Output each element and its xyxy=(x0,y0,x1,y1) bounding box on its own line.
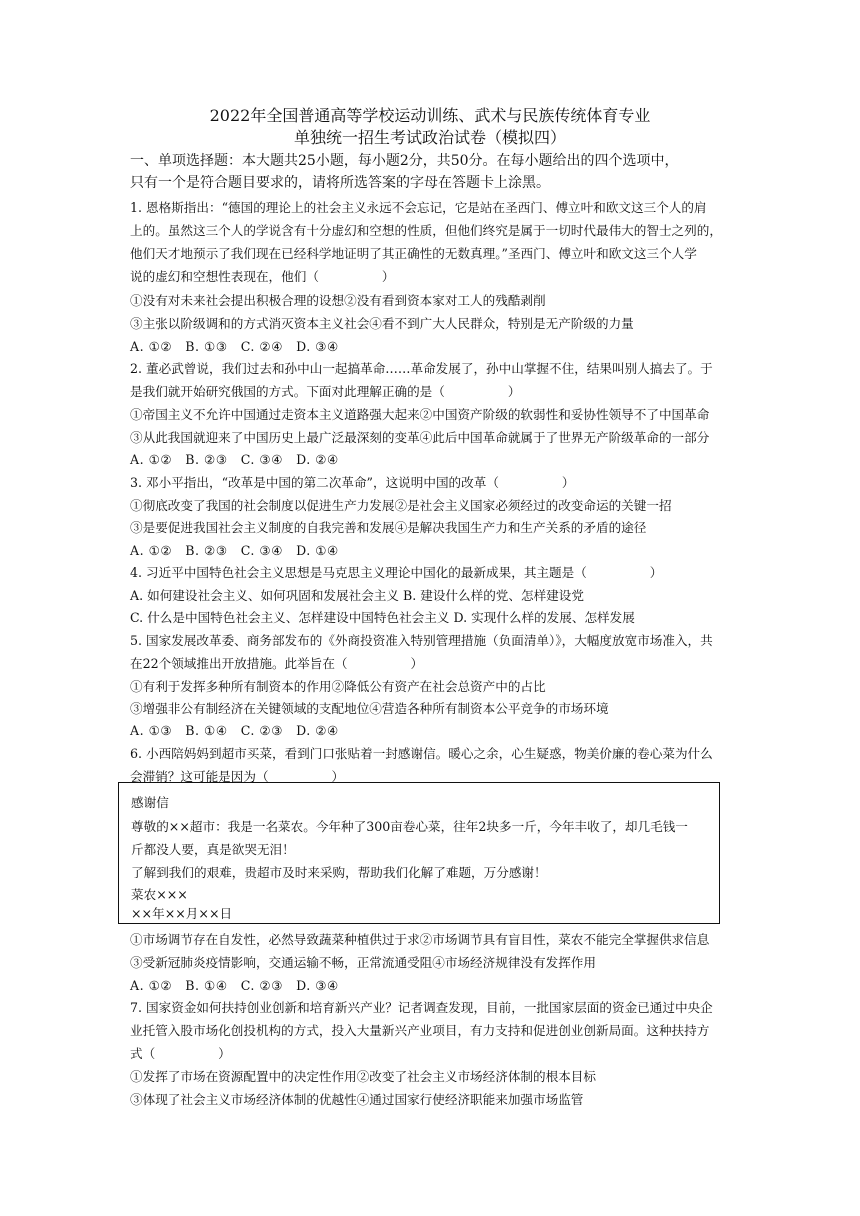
q4-stem-line: 4. 习近平中国特色社会主义思想是马克思主义理论中国化的最新成果，其主题是（ ） xyxy=(130,565,663,580)
q5-stem-line: 在22个领域推出开放措施。此举旨在（ ） xyxy=(130,656,424,671)
q2-stem-line: 是我们就开始研究俄国的方式。下面对此理解正确的是（ ） xyxy=(130,384,521,399)
q4-option-line: A. 如何建设社会主义、如何巩固和发展社会主义 B. 建设什么样的党、怎样建设党 xyxy=(130,588,584,603)
q6-item: ①市场调节存在自发性，必然导致蔬菜种植供过于求②市场调节具有盲目性，菜农不能完全掌握供求信息 xyxy=(130,932,710,947)
q2-options: A. ①② B. ②③ C. ③④ D. ②④ xyxy=(130,452,339,467)
letter-heading: 感谢信 xyxy=(131,795,169,810)
q6-options: A. ①② B. ①④ C. ②③ D. ③④ xyxy=(130,978,339,993)
letter-body-line: 了解到我们的艰难，贵超市及时来采购，帮助我们化解了难题，万分感谢！ xyxy=(131,865,547,880)
q3-item: ③是要促进我国社会主义制度的自我完善和发展④是解决我国生产力和生产关系的矛盾的途径 xyxy=(130,520,647,535)
letter-date: ××年××月××日 xyxy=(131,906,233,921)
exam-title-line1: 2022年全国普通高等学校运动训练、武术与民族传统体育专业 xyxy=(209,106,651,125)
letter-body-line: 斤都没人要，真是欲哭无泪！ xyxy=(131,842,295,857)
q1-item: ③主张以阶级调和的方式消灭资本主义社会④看不到广大人民群众，特别是无产阶级的力量 xyxy=(130,316,634,331)
q1-stem-line: 上的。虽然这三个人的学说含有十分虚幻和空想的性质，但他们终究是属于一切时代最伟大的智士之列的， xyxy=(130,223,722,238)
q5-stem-line: 5. 国家发展改革委、商务部发布的《外商投资准入特别管理措施（负面清单）》，大幅度放宽市场准入，共 xyxy=(130,633,713,648)
thank-you-letter-box xyxy=(118,782,720,924)
q6-stem-line: 会滞销？这可能是因为（ ） xyxy=(130,769,345,784)
q1-options: A. ①② B. ①③ C. ②④ D. ③④ xyxy=(130,339,339,354)
q1-stem-line: 1. 恩格斯指出：“德国的理论上的社会主义永远不会忘记，它是站在圣西门、傅立叶和欧文这三个人的肩 xyxy=(130,200,707,215)
q7-stem-line: 式（ ） xyxy=(130,1046,231,1061)
q1-stem-line: 说的虚幻和空想性表现在，他们（ ） xyxy=(130,269,395,284)
q6-item: ③受新冠肺炎疫情影响，交通运输不畅，正常流通受阻④市场经济规律没有发挥作用 xyxy=(130,955,596,970)
letter-signature: 菜农××× xyxy=(131,887,188,902)
q1-item: ①没有对未来社会提出积极合理的设想②没有看到资本家对工人的残酷剥削 xyxy=(130,293,546,308)
q7-item: ③体现了社会主义市场经济体制的优越性④通过国家行使经济职能来加强市场监管 xyxy=(130,1092,584,1107)
q2-stem-line: 2. 董必武曾说，我们过去和孙中山一起搞革命……革命发展了，孙中山掌握不住，结果叫别人搞去了。于 xyxy=(130,361,713,376)
q3-options: A. ①② B. ②③ C. ③④ D. ①④ xyxy=(130,543,339,558)
q3-item: ①彻底改变了我国的社会制度以促进生产力发展②是社会主义国家必须经过的改变命运的关键一招 xyxy=(130,498,672,513)
section-instructions-line2: 只有一个是符合题目要求的，请将所选答案的字母在答题卡上涂黑。 xyxy=(130,175,550,191)
q1-stem-line: 他们天才地预示了我们现在已经科学地证明了其正确性的无数真理。”圣西门、傅立叶和欧文这三个人学 xyxy=(130,246,697,261)
q7-stem-line: 7. 国家资金如何扶持创业创新和培育新兴产业？记者调查发现，目前，一批国家层面的资金已通过中央企 xyxy=(130,1000,713,1015)
q5-options: A. ①③ B. ①④ C. ②③ D. ②④ xyxy=(130,723,339,738)
section-instructions-line1: 一、单项选择题：本大题共25小题，每小题2分，共50分。在每小题给出的四个选项中， xyxy=(130,153,679,169)
q6-stem-line: 6. 小西陪妈妈到超市买菜，看到门口张贴着一封感谢信。暖心之余，心生疑惑，物美价廉的卷心菜为什么 xyxy=(130,746,713,761)
q7-item: ①发挥了市场在资源配置中的决定性作用②改变了社会主义市场经济体制的根本目标 xyxy=(130,1069,596,1084)
exam-title-line2: 单独统一招生考试政治试卷（模拟四） xyxy=(293,128,566,147)
letter-body-line: 尊敬的××超市：我是一名菜农。今年种了300亩卷心菜，往年2块多一斤，今年丰收了，却几毛钱一 xyxy=(131,819,688,834)
q4-option-line: C. 什么是中国特色社会主义、怎样建设中国特色社会主义 D. 实现什么样的发展、怎样发展 xyxy=(130,610,635,625)
q5-item: ③增强非公有制经济在关键领域的支配地位④营造各种所有制资本公平竞争的市场环境 xyxy=(130,701,609,716)
q2-item: ③从此我国就迎来了中国历史上最广泛最深刻的变革④此后中国革命就属于了世界无产阶级革命的一部分 xyxy=(130,430,710,445)
q3-stem-line: 3. 邓小平指出，“改革是中国的第二次革命”，这说明中国的改革（ ） xyxy=(130,475,575,490)
q5-item: ①有利于发挥多种所有制资本的作用②降低公有资产在社会总资产中的占比 xyxy=(130,679,546,694)
q2-item: ①帝国主义不允许中国通过走资本主义道路强大起来②中国资产阶级的软弱性和妥协性领导不了中国革命 xyxy=(130,407,710,422)
q7-stem-line: 业托管入股市场化创投机构的方式，投入大量新兴产业项目，有力支持和促进创业创新局面。这种扶持方 xyxy=(130,1023,710,1038)
